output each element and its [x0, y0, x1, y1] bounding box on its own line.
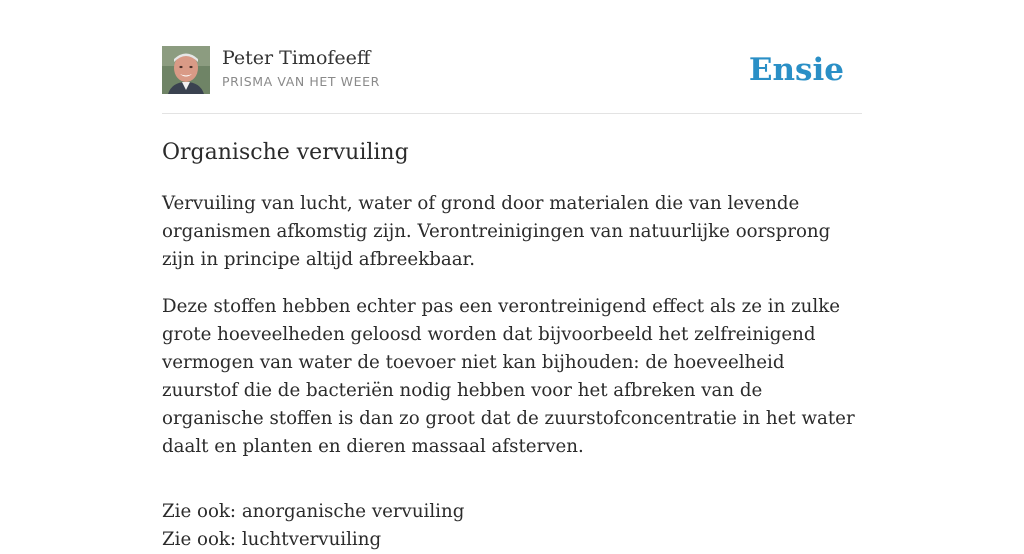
- article-body: [162, 190, 864, 554]
- see-also-list: [162, 498, 864, 554]
- avatar-photo-icon: [162, 46, 210, 94]
- see-also-link[interactable]: Zie ook: luchtvervuiling: [162, 529, 382, 550]
- author-source[interactable]: PRISMA VAN HET WEER: [222, 74, 380, 89]
- article-paragraph: Deze stoffen hebben echter pas een verontreinigend effect als ze in zulke grote hoeveelheden geloosd worden dat bijvoorbeeld het zelfreinigend vermogen van water de toevoer niet kan bijhouden: de hoeveelheid zuurstof die de bacteriën nodig hebben voor het afbreken van de organische stoffen is dan zo groot dat de zuurstofconcentratie in het water daalt en planten en dieren massaal afsterven.: [162, 296, 855, 457]
- author-name[interactable]: Peter Timofeeff: [222, 47, 371, 69]
- author-avatar[interactable]: [162, 46, 210, 94]
- ensie-logo[interactable]: Ensie: [748, 52, 844, 88]
- header-divider: [162, 113, 862, 114]
- article-header: [162, 46, 862, 96]
- see-also-link[interactable]: Zie ook: anorganische vervuiling: [162, 501, 465, 522]
- article-paragraph: Vervuiling van lucht, water of grond door materialen die van levende organismen afkomstig zijn. Verontreinigingen van natuurlijke oorsprong zijn in principe altijd afbreekbaar.: [162, 193, 831, 270]
- article-title: Organische vervuiling: [162, 140, 409, 165]
